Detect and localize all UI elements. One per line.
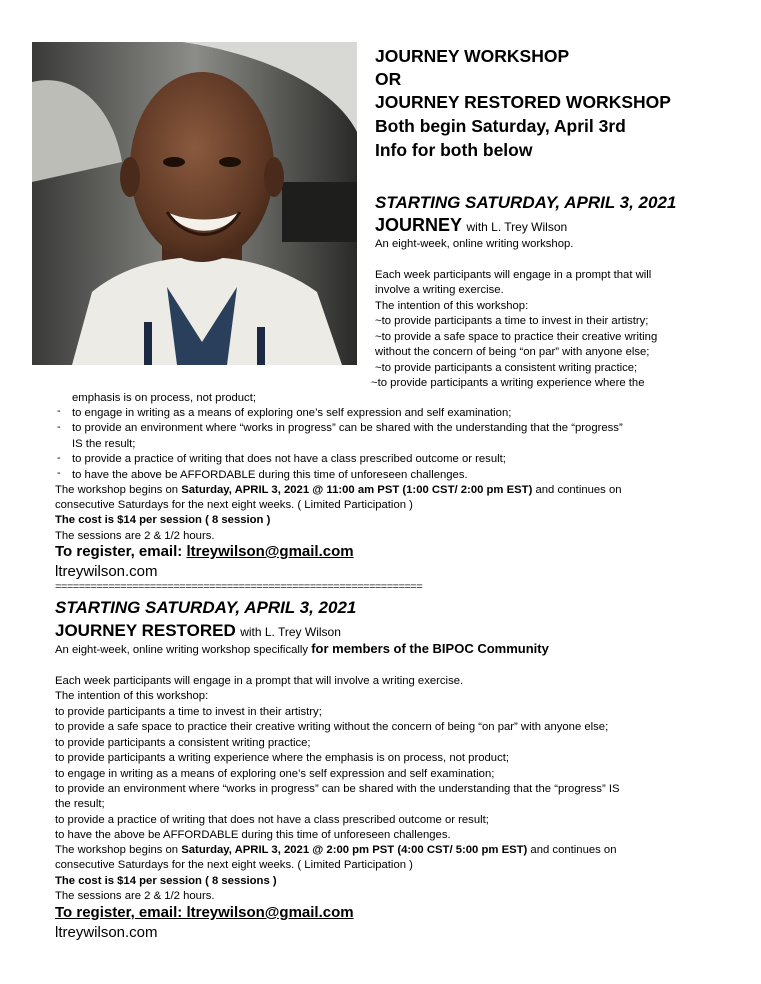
restored-line-3: to provide participants a consistent writing practice; [55, 737, 311, 749]
journey-bullet-f4: to have the above be AFFORDABLE during this time of unforeseen challenges. [72, 469, 468, 481]
journey-intention: The intention of this workshop: [375, 300, 529, 312]
journey-intro-2: involve a writing exercise. [375, 284, 504, 296]
journey-begins-date: Saturday, APRIL 3, 2021 @ 11:00 am PST (1:00 CST/ 2:00 pm EST) [181, 484, 533, 496]
restored-site-link[interactable]: ltreywilson.com [55, 924, 158, 941]
restored-desc-bold: for members of the BIPOC Community [311, 641, 549, 656]
instructor-photo [32, 42, 357, 365]
journey-bullet-r2: ~to provide a safe space to practice their creative writing [375, 331, 658, 343]
restored-title-line [55, 621, 341, 641]
restored-register-email-link[interactable]: ltreywilson@gmail.com [186, 904, 354, 921]
restored-begins-date: Saturday, APRIL 3, 2021 @ 2:00 pm PST (4:00 CST/ 5:00 pm EST) [181, 844, 528, 856]
journey-register [55, 543, 354, 560]
header-line-2: OR [375, 69, 402, 89]
section-divider: ============================================================== [55, 581, 423, 593]
journey-intro-1: Each week participants will engage in a prompt that will [375, 269, 652, 281]
journey-begins-pre: The workshop begins on [55, 484, 182, 496]
journey-begins-post: and continues on [532, 484, 622, 496]
header-line-1: JOURNEY WORKSHOP [375, 46, 570, 66]
journey-title: JOURNEY [375, 215, 463, 235]
restored-with: with L. Trey Wilson [240, 625, 341, 639]
restored-register [55, 904, 354, 921]
journey-register-email-link[interactable]: ltreywilson@gmail.com [186, 543, 354, 560]
restored-line-6: to provide an environment where “works in progress” can be shared with the understanding that the “progress” IS [55, 783, 620, 795]
journey-site-link[interactable]: ltreywilson.com [55, 563, 158, 580]
restored-line-9: to have the above be AFFORDABLE during this time of unforeseen challenges. [55, 829, 451, 841]
journey-begins [55, 483, 622, 499]
restored-begins-line2: consecutive Saturdays for the next eight weeks. ( Limited Participation ) [55, 859, 413, 871]
bullet-dash: - [57, 421, 61, 433]
journey-begins-line2: consecutive Saturdays for the next eight weeks. ( Limited Participation ) [55, 499, 413, 511]
journey-continued: emphasis is on process, not product; [72, 392, 256, 404]
header-line-5: Info for both below [375, 140, 533, 160]
bullet-dash: - [57, 405, 61, 417]
restored-begins [55, 843, 617, 859]
restored-sessions: The sessions are 2 & 1/2 hours. [55, 890, 215, 902]
header-line-4: Both begin Saturday, April 3rd [375, 116, 626, 136]
header-line-3: JOURNEY RESTORED WORKSHOP [375, 92, 671, 112]
journey-bullet-f1: to engage in writing as a means of exploring one’s self expression and self examination; [72, 407, 512, 419]
restored-register-label: To register, email: [55, 904, 187, 921]
restored-title: JOURNEY RESTORED [55, 621, 236, 640]
restored-starting: STARTING SATURDAY, APRIL 3, 2021 [55, 598, 357, 617]
restored-line-2: to provide a safe space to practice their creative writing without the concern of being “on par” with anyone else; [55, 721, 609, 733]
restored-desc [55, 641, 549, 659]
restored-line-8: to provide a practice of writing that does not have a class prescribed outcome or result; [55, 814, 489, 826]
journey-register-label: To register, email: [55, 543, 187, 560]
journey-bullet-r1: ~to provide participants a time to invest in their artistry; [375, 315, 649, 327]
restored-intro: Each week participants will engage in a prompt that will involve a writing exercise. [55, 675, 464, 687]
restored-line-4: to provide participants a writing experience where the emphasis is on process, not product; [55, 752, 509, 764]
journey-desc: An eight-week, online writing workshop. [375, 238, 574, 250]
journey-bullet-r3: without the concern of being “on par” with anyone else; [375, 346, 650, 358]
restored-begins-post: and continues on [527, 844, 617, 856]
journey-bullet-r5: ~to provide participants a writing experience where the [371, 377, 645, 389]
journey-bullet-f2: to provide an environment where “works in progress” can be shared with the understanding that the “progress” [72, 422, 623, 434]
bullet-dash: - [57, 467, 61, 479]
restored-cost: The cost is $14 per session ( 8 sessions ) [55, 875, 277, 887]
restored-begins-pre: The workshop begins on [55, 844, 182, 856]
restored-desc-pre: An eight-week, online writing workshop specifically [55, 644, 312, 656]
journey-sessions: The sessions are 2 & 1/2 hours. [55, 530, 215, 542]
journey-bullet-f2b: IS the result; [72, 438, 136, 450]
journey-cost: The cost is $14 per session ( 8 session ) [55, 514, 271, 526]
restored-line-5: to engage in writing as a means of exploring one’s self expression and self examination; [55, 768, 495, 780]
restored-line-1: to provide participants a time to invest in their artistry; [55, 706, 322, 718]
restored-intention: The intention of this workshop: [55, 690, 209, 702]
journey-starting: STARTING SATURDAY, APRIL 3, 2021 [375, 193, 677, 212]
bullet-dash: - [57, 452, 61, 464]
journey-bullet-f3: to provide a practice of writing that does not have a class prescribed outcome or result; [72, 453, 506, 465]
journey-title-line [375, 215, 567, 236]
journey-with: with L. Trey Wilson [466, 220, 568, 234]
restored-line-7: the result; [55, 798, 105, 810]
journey-bullet-r4: ~to provide participants a consistent writing practice; [375, 362, 638, 374]
